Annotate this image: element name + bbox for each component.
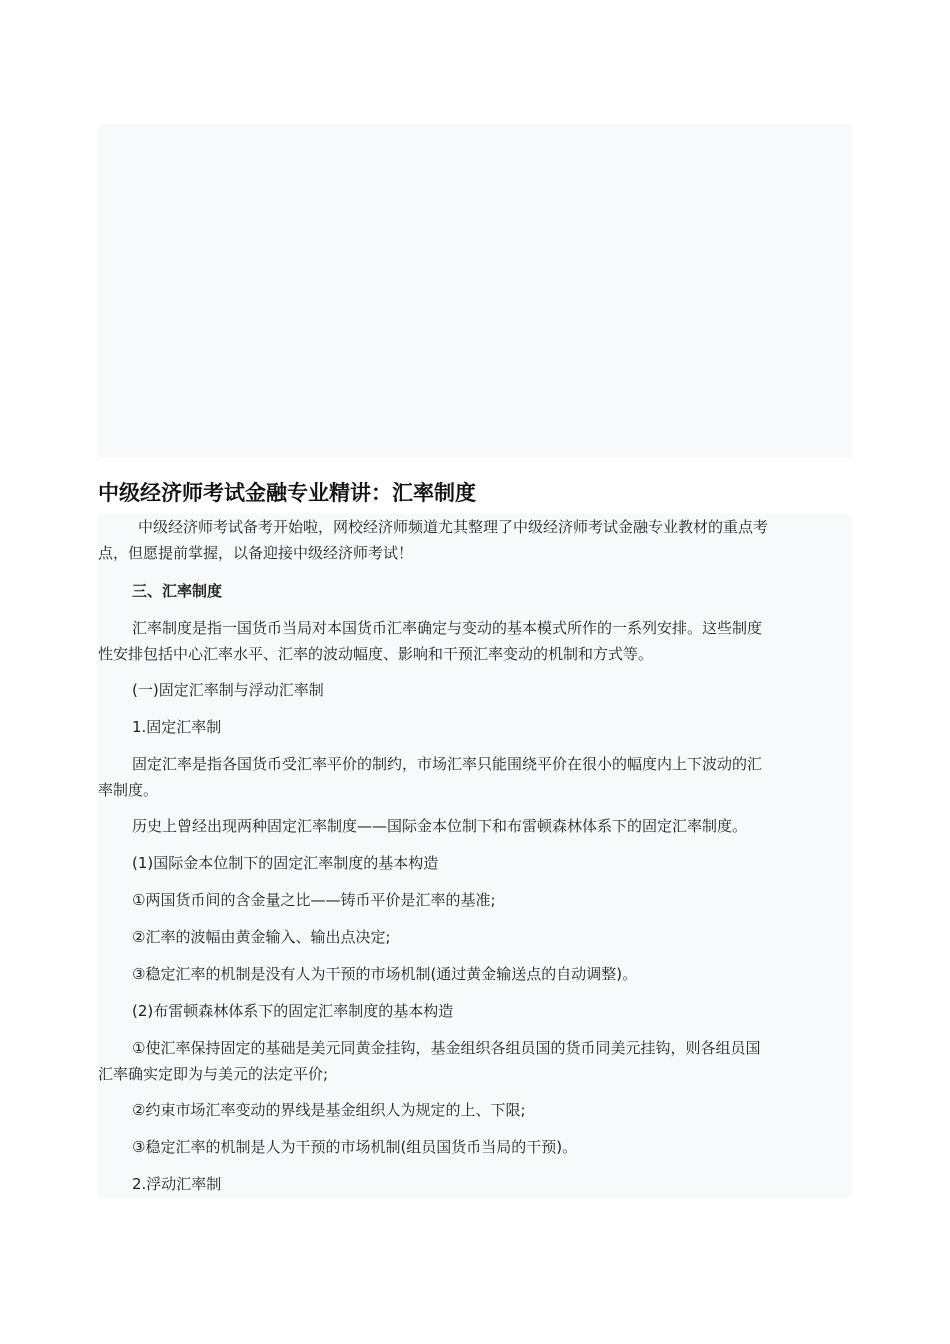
fixed-def-line-2: 率制度。 xyxy=(98,781,159,799)
bretton-heading: (2)布雷顿森林体系下的固定汇率制度的基本构造 xyxy=(132,1002,454,1020)
bretton-point-3: ③稳定汇率的机制是人为干预的市场机制(组员国货币当局的干预)。 xyxy=(132,1138,578,1156)
definition-paragraph xyxy=(98,615,852,667)
item-floating-heading: 2.浮动汇率制 xyxy=(132,1175,222,1193)
bretton-point-1 xyxy=(98,1035,852,1087)
fixed-definition-paragraph xyxy=(98,751,852,803)
bretton-point-2: ②约束市场汇率变动的界线是基金组织人为规定的上、下限; xyxy=(132,1101,526,1119)
bretton-point-1-line-1: ①使汇率保持固定的基础是美元同黄金挂钩，基金组织各组员国的货币同美元挂钩，则各组员国 xyxy=(132,1039,761,1057)
definition-line-1: 汇率制度是指一国货币当局对本国货币汇率确定与变动的基本模式所作的一系列安排。这些制度 xyxy=(132,619,763,637)
intro-line-2: 点，但愿提前掌握，以备迎接中级经济师考试！ xyxy=(98,544,414,562)
history-paragraph: 历史上曾经出现两种固定汇率制度——国际金本位制下和布雷顿森林体系下的固定汇率制度。 xyxy=(132,817,748,835)
article-body xyxy=(98,514,852,1198)
article-image-placeholder xyxy=(98,124,852,457)
intro-paragraph xyxy=(98,514,852,566)
item-fixed-heading: 1.固定汇率制 xyxy=(132,718,222,736)
intro-line-1: 中级经济师考试备考开始啦，网校经济师频道尤其整理了中级经济师考试金融专业教材的重点考 xyxy=(138,518,769,536)
gold-standard-heading: (1)国际金本位制下的固定汇率制度的基本构造 xyxy=(132,854,439,872)
fixed-def-line-1: 固定汇率是指各国货币受汇率平价的制约，市场汇率只能围绕平价在很小的幅度内上下波动的汇 xyxy=(132,755,763,773)
gold-point-1: ①两国货币间的含金量之比——铸币平价是汇率的基准; xyxy=(132,891,496,909)
section-heading: 三、汇率制度 xyxy=(132,582,223,600)
gold-point-3: ③稳定汇率的机制是没有人为干预的市场机制(通过黄金输送点的自动调整)。 xyxy=(132,965,638,983)
subsection-heading: (一)固定汇率制与浮动汇率制 xyxy=(132,681,324,699)
definition-line-2: 性安排包括中心汇率水平、汇率的波动幅度、影响和干预汇率变动的机制和方式等。 xyxy=(98,645,654,663)
article-title: 中级经济师考试金融专业精讲：汇率制度 xyxy=(98,481,476,505)
bretton-point-1-line-2: 汇率确实定即为与美元的法定平价; xyxy=(98,1065,329,1083)
gold-point-2: ②汇率的波幅由黄金输入、输出点决定; xyxy=(132,928,391,946)
